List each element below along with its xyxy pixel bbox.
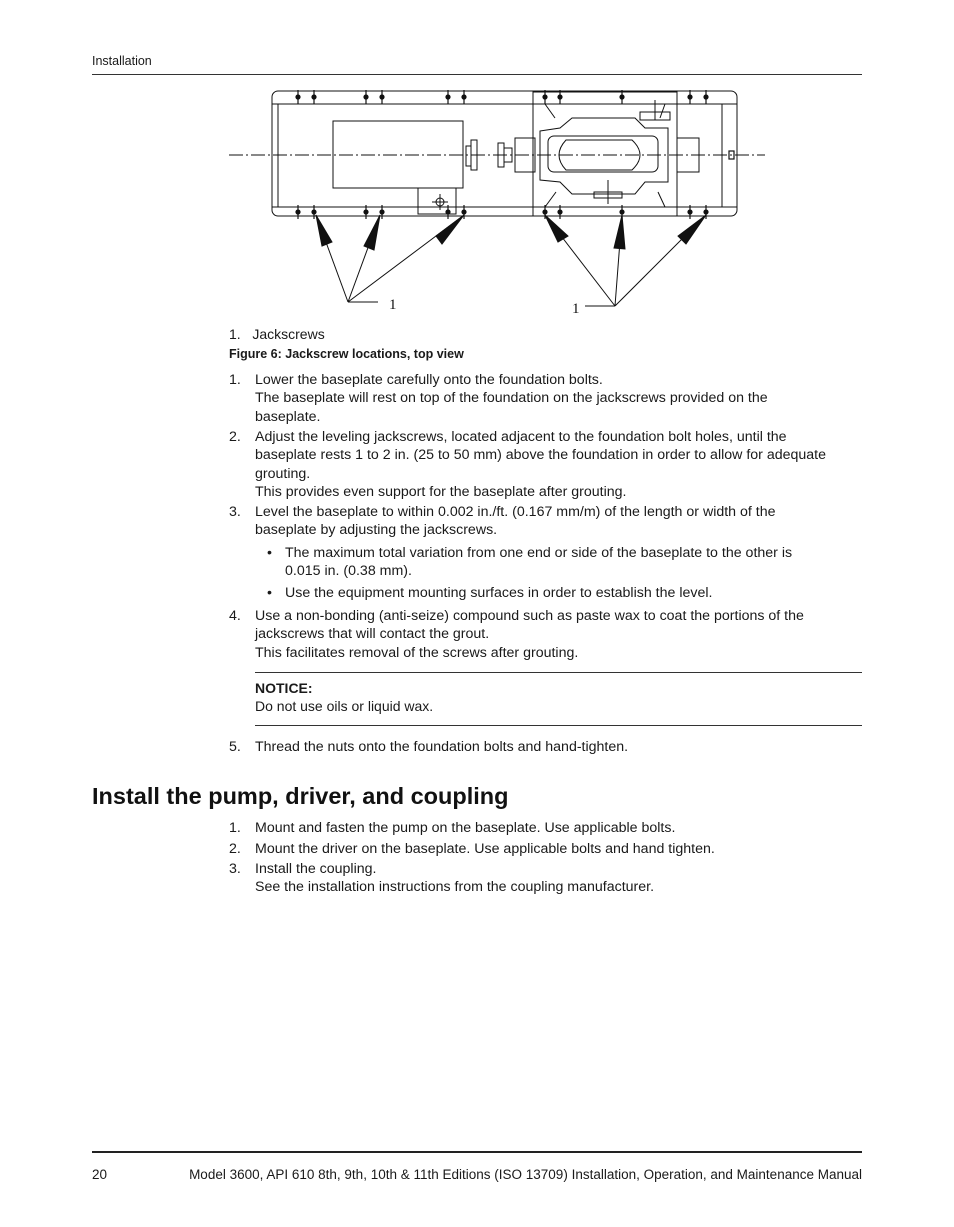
notice-rule-top (255, 672, 862, 673)
step-number: 2. (229, 841, 241, 857)
step-line: baseplate. (255, 408, 321, 425)
step-line: Level the baseplate to within 0.002 in./ft. (0.167 mm/m) of the length or width of the (255, 504, 776, 520)
step-line: jackscrews that will contact the grout. (255, 626, 490, 643)
step-number: 5. (229, 739, 241, 755)
manual-title: Model 3600, API 610 8th, 9th, 10th & 11th Editions (ISO 13709) Installation, Operation, and Maintenance Manual (189, 1167, 862, 1182)
notice-rule-bottom (255, 725, 862, 726)
step-2 (229, 428, 862, 501)
header-rule (92, 74, 862, 75)
step-number: 3. (229, 861, 241, 877)
notice-text: Do not use oils or liquid wax. (255, 698, 434, 714)
step-line: Use a non-bonding (anti-seize) compound such as paste wax to coat the portions of the (255, 608, 804, 624)
section2-step-3 (229, 860, 862, 897)
step-line: Adjust the leveling jackscrews, located adjacent to the foundation bolt holes, until the (255, 429, 787, 445)
step-number: 2. (229, 429, 241, 445)
step-line: Install the coupling. (255, 861, 377, 877)
bullet-dot: • (267, 545, 272, 561)
step-number: 1. (229, 372, 241, 388)
step-3-bullet-1 (267, 544, 862, 581)
step-line: This facilitates removal of the screws after grouting. (255, 644, 579, 661)
legend-text: Jackscrews (252, 326, 325, 342)
step-line: Lower the baseplate carefully onto the foundation bolts. (255, 372, 603, 388)
section2-step-2 (229, 840, 862, 858)
step-line: See the installation instructions from the coupling manufacturer. (255, 879, 655, 896)
figure-caption: Figure 6: Jackscrew locations, top view (229, 347, 464, 361)
step-3 (229, 503, 862, 540)
step-1 (229, 371, 862, 426)
step-line: Mount and fasten the pump on the baseplate. Use applicable bolts. (255, 820, 676, 836)
step-line: The baseplate will rest on top of the foundation on the jackscrews provided on the (255, 390, 768, 407)
step-number: 4. (229, 608, 241, 624)
bullet-line: Use the equipment mounting surfaces in order to establish the level. (285, 585, 713, 601)
bullet-line: The maximum total variation from one end or side of the baseplate to the other is (285, 545, 793, 561)
section-heading: Install the pump, driver, and coupling (92, 783, 509, 809)
callout-label-right: 1 (572, 301, 580, 317)
bullet-dot: • (267, 585, 272, 601)
step-3-bullet-2 (267, 584, 862, 602)
step-line: baseplate rests 1 to 2 in. (25 to 50 mm) above the foundation in order to allow for adequate (255, 447, 827, 464)
step-4 (229, 607, 862, 662)
step-number: 1. (229, 820, 241, 836)
jackscrew-figure (225, 84, 770, 320)
step-line: grouting. (255, 465, 311, 482)
jackscrew-callouts (316, 215, 706, 306)
step-line: Thread the nuts onto the foundation bolts and hand-tighten. (255, 739, 629, 755)
bullet-line: 0.015 in. (0.38 mm). (285, 563, 412, 580)
figure-legend-item (229, 326, 325, 342)
section2-step-1 (229, 819, 862, 837)
step-number: 3. (229, 504, 241, 520)
callout-label-left: 1 (389, 297, 397, 313)
legend-number: 1. (229, 326, 241, 342)
step-line: Mount the driver on the baseplate. Use applicable bolts and hand tighten. (255, 841, 715, 857)
step-line: This provides even support for the baseplate after grouting. (255, 483, 627, 500)
footer-rule (92, 1151, 862, 1153)
page-number: 20 (92, 1167, 108, 1182)
step-line: baseplate by adjusting the jackscrews. (255, 522, 498, 539)
running-header: Installation (92, 54, 152, 68)
step-5 (229, 738, 862, 756)
notice-title: NOTICE: (255, 680, 313, 696)
